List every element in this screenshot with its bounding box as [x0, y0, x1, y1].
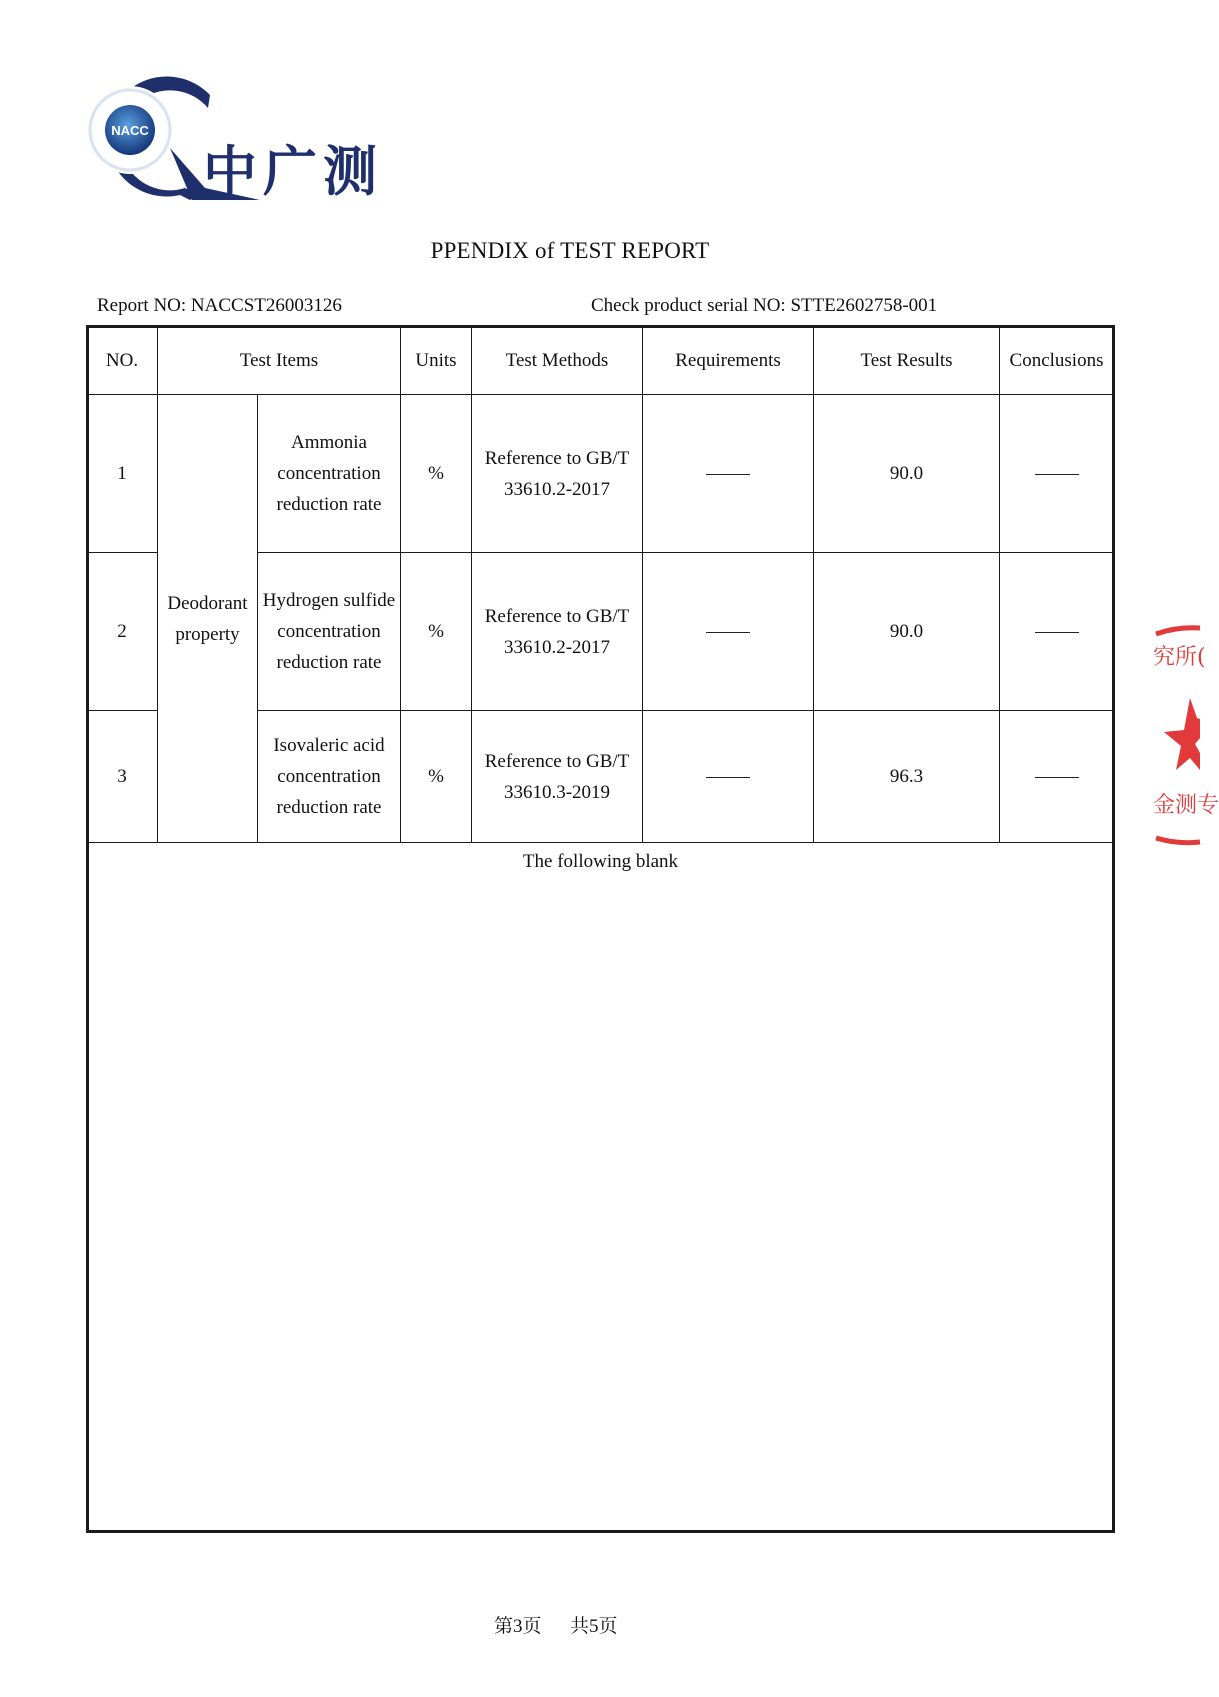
results-table	[86, 325, 1114, 843]
header-test-items: Test Items	[158, 326, 401, 395]
dash-mark	[706, 632, 750, 633]
logo-name: 中广测	[203, 140, 383, 203]
test-method: Reference to GB/T 33610.2-2017	[472, 553, 643, 711]
test-group-cell: Deodorant property	[158, 395, 258, 843]
unit: %	[401, 553, 472, 711]
company-logo	[60, 70, 410, 210]
unit: %	[401, 395, 472, 553]
logo-acronym: NACC	[111, 123, 149, 138]
header-test-results: Test Results	[814, 326, 1000, 395]
test-item: Hydrogen sulfide concentration reduction rate	[258, 553, 401, 711]
conclusion	[1000, 553, 1114, 711]
dash-mark	[706, 474, 750, 475]
header-test-methods: Test Methods	[472, 326, 643, 395]
row-number: 2	[87, 553, 158, 711]
official-seal	[1150, 620, 1219, 850]
header-conclusions: Conclusions	[1000, 326, 1114, 395]
product-serial-number: Check product serial NO: STTE2602758-001	[591, 295, 938, 316]
page-total: 共5页	[570, 1616, 618, 1637]
test-method: Reference to GB/T 33610.3-2019	[472, 711, 643, 843]
header-no: NO.	[87, 326, 158, 395]
test-item: Ammonia concentration reduction rate	[258, 395, 401, 553]
requirement	[643, 395, 814, 553]
test-result: 96.3	[814, 711, 1000, 843]
header-units: Units	[401, 326, 472, 395]
table-header-row	[87, 326, 1114, 395]
header-requirements: Requirements	[643, 326, 814, 395]
table-row	[87, 395, 1114, 553]
dash-mark	[1035, 777, 1079, 778]
dash-mark	[1035, 632, 1079, 633]
conclusion	[1000, 711, 1114, 843]
unit: %	[401, 711, 472, 843]
seal-star-icon	[1164, 698, 1200, 770]
page-title: PPENDIX of TEST REPORT	[430, 238, 710, 263]
row-number: 3	[87, 711, 158, 843]
page-number: 第3页	[494, 1616, 542, 1637]
seal-top-text: 究所(	[1153, 645, 1206, 670]
dash-mark	[706, 777, 750, 778]
test-method: Reference to GB/T 33610.2-2017	[472, 395, 643, 553]
report-number: Report NO: NACCST26003126	[97, 295, 342, 316]
test-result: 90.0	[814, 395, 1000, 553]
test-result: 90.0	[814, 553, 1000, 711]
requirement	[643, 711, 814, 843]
test-item: Isovaleric acid concentration reduction rate	[258, 711, 401, 843]
dash-mark	[1035, 474, 1079, 475]
nacc-logo-icon	[60, 70, 410, 210]
row-number: 1	[87, 395, 158, 553]
conclusion	[1000, 395, 1114, 553]
following-blank-note: The following blank	[522, 851, 679, 872]
seal-bottom-text: 金测专	[1153, 793, 1219, 818]
requirement	[643, 553, 814, 711]
